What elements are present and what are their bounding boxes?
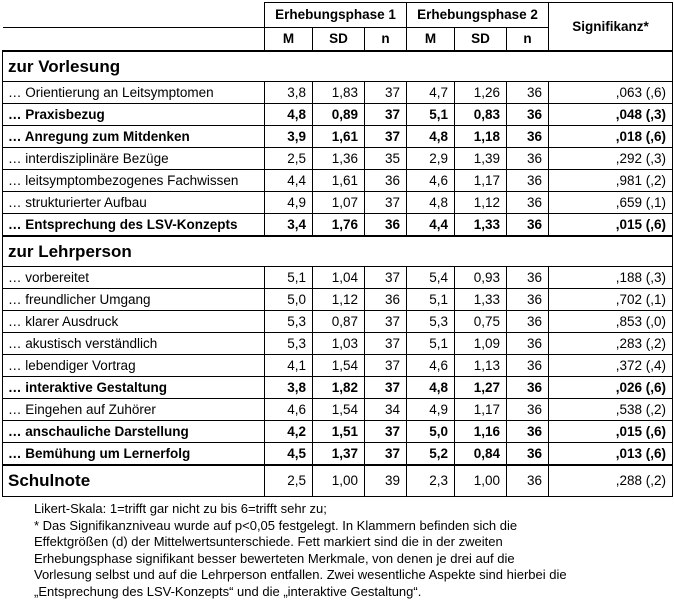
cell-m2: 5,0	[407, 421, 455, 443]
cell-sd1: 0,87	[313, 311, 365, 333]
cell-sig: ,981 (,2)	[549, 170, 673, 192]
cell-n2: 36	[507, 148, 549, 170]
cell-n1: 36	[365, 289, 407, 311]
cell-n1: 37	[365, 82, 407, 104]
row-label: … interaktive Gestaltung	[3, 377, 265, 399]
cell-m1: 5,3	[265, 311, 313, 333]
cell-n1: 36	[365, 214, 407, 237]
grade-cell-sd1: 1,00	[313, 465, 365, 497]
cell-n2: 36	[507, 399, 549, 421]
cell-sd2: 1,16	[455, 421, 507, 443]
cell-n2: 36	[507, 192, 549, 214]
cell-n1: 34	[365, 399, 407, 421]
cell-sd1: 1,61	[313, 126, 365, 148]
row-label: … Bemühung um Lernerfolg	[3, 443, 265, 466]
cell-sd1: 1,12	[313, 289, 365, 311]
cell-sd1: 0,89	[313, 104, 365, 126]
table-row	[3, 355, 673, 377]
header-phase-2: Erhebungsphase 2	[407, 3, 549, 28]
grade-cell-m1: 2,5	[265, 465, 313, 497]
table-row	[3, 192, 673, 214]
cell-sig: ,015 (,6)	[549, 421, 673, 443]
cell-m2: 4,8	[407, 377, 455, 399]
row-label: … vorbereitet	[3, 267, 265, 289]
cell-sd2: 1,33	[455, 214, 507, 237]
footnote-line: Likert-Skala: 1=trifft gar nicht zu bis 6=trifft sehr zu;	[34, 501, 327, 516]
row-label: … Praxisbezug	[3, 104, 265, 126]
cell-m1: 5,1	[265, 267, 313, 289]
row-label: … Eingehen auf Zuhörer	[3, 399, 265, 421]
grade-row	[3, 465, 673, 497]
cell-n1: 37	[365, 192, 407, 214]
results-table	[2, 2, 673, 497]
cell-sd1: 1,54	[313, 355, 365, 377]
cell-sd2: 1,17	[455, 170, 507, 192]
header-m-2: M	[407, 28, 455, 52]
cell-sd2: 0,75	[455, 311, 507, 333]
cell-m1: 4,5	[265, 443, 313, 466]
cell-m1: 3,4	[265, 214, 313, 237]
header-m-1: M	[265, 28, 313, 52]
footnote-line: * Das Signifikanzniveau wurde auf p<0,05 festgelegt. In Klammern befinden sich die	[34, 517, 518, 533]
cell-sd2: 1,39	[455, 148, 507, 170]
table-row	[3, 148, 673, 170]
header-n-2: n	[507, 28, 549, 52]
section-title: zur Vorlesung	[3, 51, 673, 82]
table-row	[3, 399, 673, 421]
cell-n2: 36	[507, 170, 549, 192]
grade-cell-n2: 36	[507, 465, 549, 497]
header-n-1: n	[365, 28, 407, 52]
cell-m2: 5,3	[407, 311, 455, 333]
cell-n1: 37	[365, 333, 407, 355]
cell-sd2: 1,27	[455, 377, 507, 399]
cell-sig: ,188 (,3)	[549, 267, 673, 289]
results-table-container	[2, 2, 672, 600]
cell-n2: 36	[507, 104, 549, 126]
cell-sd1: 1,61	[313, 170, 365, 192]
row-label: … akustisch verständlich	[3, 333, 265, 355]
footnote-line: Erhebungsphase signifikant besser bewerteten Merkmale, von denen je drei auf die	[34, 550, 515, 566]
cell-m2: 4,8	[407, 192, 455, 214]
cell-m2: 4,8	[407, 126, 455, 148]
grade-label: Schulnote	[3, 465, 265, 497]
table-row	[3, 82, 673, 104]
cell-m2: 5,1	[407, 333, 455, 355]
cell-n1: 37	[365, 355, 407, 377]
cell-n2: 36	[507, 421, 549, 443]
cell-m1: 3,8	[265, 82, 313, 104]
cell-m2: 5,4	[407, 267, 455, 289]
cell-m2: 4,7	[407, 82, 455, 104]
row-label: … klarer Ausdruck	[3, 311, 265, 333]
row-label: … lebendiger Vortrag	[3, 355, 265, 377]
cell-m1: 5,3	[265, 333, 313, 355]
cell-n1: 37	[365, 443, 407, 466]
cell-sd1: 1,04	[313, 267, 365, 289]
cell-sd2: 1,33	[455, 289, 507, 311]
cell-sig: ,026 (,6)	[549, 377, 673, 399]
cell-m2: 2,9	[407, 148, 455, 170]
header-blank-cell	[3, 3, 265, 28]
cell-m2: 5,2	[407, 443, 455, 466]
cell-sig: ,048 (,3)	[549, 104, 673, 126]
table-row	[3, 311, 673, 333]
cell-sd1: 1,36	[313, 148, 365, 170]
header-row-phases	[3, 3, 673, 28]
header-blank-cell	[3, 28, 265, 52]
cell-m1: 4,9	[265, 192, 313, 214]
cell-m1: 5,0	[265, 289, 313, 311]
row-label: … Orientierung an Leitsymptomen	[3, 82, 265, 104]
cell-m2: 4,9	[407, 399, 455, 421]
cell-n2: 36	[507, 443, 549, 466]
grade-cell-sd2: 1,00	[455, 465, 507, 497]
table-row	[3, 443, 673, 466]
cell-sd2: 1,18	[455, 126, 507, 148]
cell-n2: 36	[507, 377, 549, 399]
cell-sig: ,659 (,1)	[549, 192, 673, 214]
cell-m2: 4,4	[407, 214, 455, 237]
cell-n1: 37	[365, 421, 407, 443]
cell-n2: 36	[507, 311, 549, 333]
row-label: … freundlicher Umgang	[3, 289, 265, 311]
grade-cell-sig: ,288 (,2)	[549, 465, 673, 497]
section-title: zur Lehrperson	[3, 236, 673, 267]
cell-sig: ,702 (,1)	[549, 289, 673, 311]
table-footnotes	[34, 501, 670, 600]
cell-sd1: 1,76	[313, 214, 365, 237]
cell-sig: ,853 (,0)	[549, 311, 673, 333]
cell-m1: 4,6	[265, 399, 313, 421]
table-row	[3, 170, 673, 192]
header-phase-1: Erhebungsphase 1	[265, 3, 407, 28]
table-row	[3, 104, 673, 126]
cell-sig: ,018 (,6)	[549, 126, 673, 148]
cell-sd2: 1,26	[455, 82, 507, 104]
cell-n2: 36	[507, 267, 549, 289]
cell-m1: 4,4	[265, 170, 313, 192]
cell-n1: 37	[365, 104, 407, 126]
header-sd-2: SD	[455, 28, 507, 52]
row-label: … Entsprechung des LSV-Konzepts	[3, 214, 265, 237]
cell-n2: 36	[507, 333, 549, 355]
footnote-line: „Entsprechung des LSV-Konzepts“ und die „interaktive Gestaltung“.	[34, 583, 422, 599]
cell-sd2: 1,12	[455, 192, 507, 214]
cell-m1: 3,8	[265, 377, 313, 399]
cell-m1: 2,5	[265, 148, 313, 170]
cell-sd2: 1,17	[455, 399, 507, 421]
header-significance: Signifikanz*	[549, 3, 673, 52]
cell-n1: 35	[365, 148, 407, 170]
grade-cell-m2: 2,3	[407, 465, 455, 497]
cell-sig: ,013 (,6)	[549, 443, 673, 466]
cell-m1: 4,2	[265, 421, 313, 443]
footnote-line: Vorlesung selbst und auf die Lehrperson entfallen. Zwei wesentliche Aspekte sind hierbei die	[34, 567, 567, 582]
cell-sd1: 1,54	[313, 399, 365, 421]
cell-sd1: 1,37	[313, 443, 365, 466]
grade-cell-n1: 39	[365, 465, 407, 497]
cell-sd2: 1,09	[455, 333, 507, 355]
cell-n1: 37	[365, 377, 407, 399]
table-row	[3, 377, 673, 399]
row-label: … anschauliche Darstellung	[3, 421, 265, 443]
cell-sd2: 0,84	[455, 443, 507, 466]
cell-sig: ,292 (,3)	[549, 148, 673, 170]
cell-sig: ,372 (,4)	[549, 355, 673, 377]
cell-n1: 36	[365, 170, 407, 192]
row-label: … Anregung zum Mitdenken	[3, 126, 265, 148]
table-row	[3, 333, 673, 355]
section-header-row	[3, 51, 673, 82]
header-sd-1: SD	[313, 28, 365, 52]
cell-n2: 36	[507, 126, 549, 148]
cell-m1: 4,8	[265, 104, 313, 126]
cell-sd1: 1,03	[313, 333, 365, 355]
cell-n2: 36	[507, 289, 549, 311]
section-header-row	[3, 236, 673, 267]
cell-m1: 4,1	[265, 355, 313, 377]
cell-m2: 5,1	[407, 104, 455, 126]
cell-sig: ,015 (,6)	[549, 214, 673, 237]
table-row	[3, 126, 673, 148]
table-row	[3, 289, 673, 311]
cell-m2: 4,6	[407, 170, 455, 192]
cell-sig: ,283 (,2)	[549, 333, 673, 355]
row-label: … interdisziplinäre Bezüge	[3, 148, 265, 170]
cell-sd2: 0,83	[455, 104, 507, 126]
cell-n1: 37	[365, 267, 407, 289]
cell-sd2: 1,13	[455, 355, 507, 377]
table-row	[3, 214, 673, 237]
cell-m1: 3,9	[265, 126, 313, 148]
cell-m2: 4,6	[407, 355, 455, 377]
cell-sig: ,063 (,6)	[549, 82, 673, 104]
cell-sd1: 1,51	[313, 421, 365, 443]
cell-n2: 36	[507, 82, 549, 104]
cell-sd2: 0,93	[455, 267, 507, 289]
row-label: … strukturierter Aufbau	[3, 192, 265, 214]
cell-sig: ,538 (,2)	[549, 399, 673, 421]
cell-n1: 37	[365, 311, 407, 333]
cell-n1: 37	[365, 126, 407, 148]
table-row	[3, 267, 673, 289]
row-label: … leitsymptombezogenes Fachwissen	[3, 170, 265, 192]
cell-sd1: 1,83	[313, 82, 365, 104]
cell-n2: 36	[507, 214, 549, 237]
table-row	[3, 421, 673, 443]
cell-sd1: 1,82	[313, 377, 365, 399]
cell-sd1: 1,07	[313, 192, 365, 214]
footnote-line: Effektgrößen (d) der Mittelwertsunterschiede. Fett markiert sind die in der zweiten	[34, 534, 503, 549]
cell-n2: 36	[507, 355, 549, 377]
cell-m2: 5,1	[407, 289, 455, 311]
